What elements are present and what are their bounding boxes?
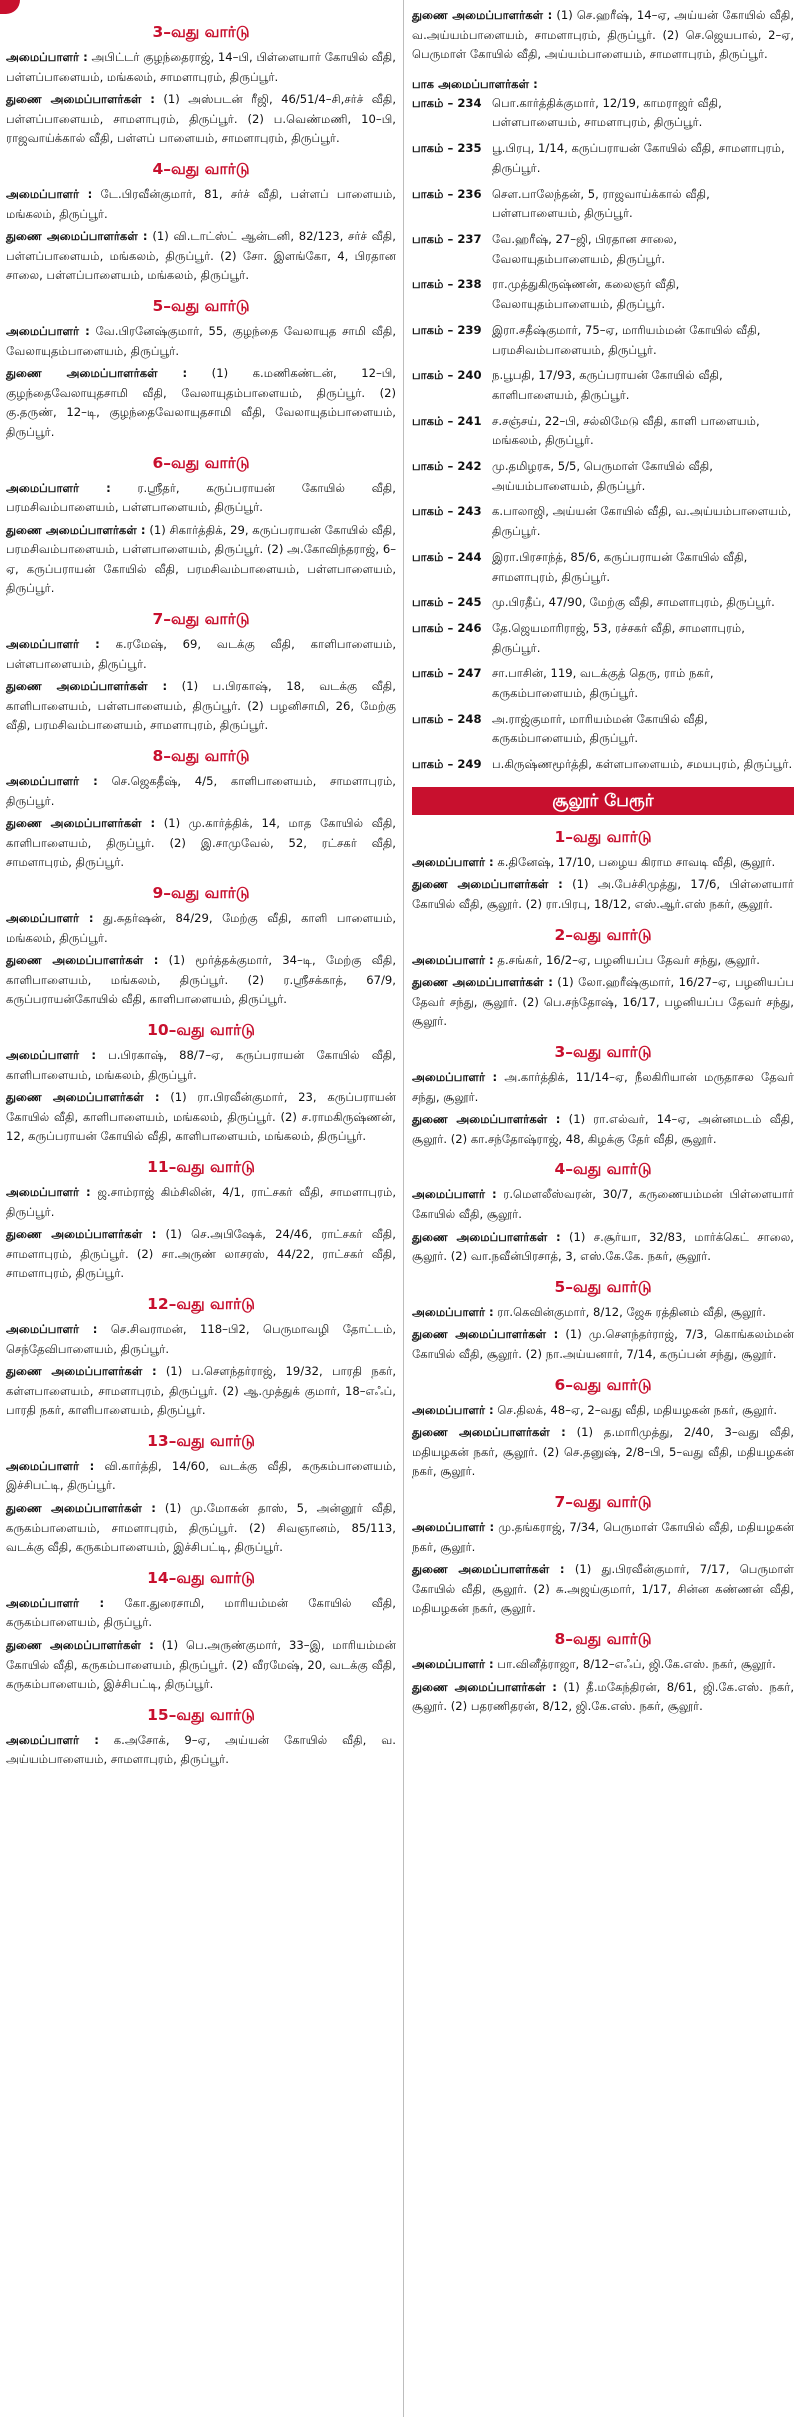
section-number	[412, 230, 492, 269]
ward-block	[6, 296, 396, 443]
section-text: பூ.பிரபு, 1/14, கருப்பராயன் கோயில் வீதி, சாமளாபுரம், திருப்பூர்.	[492, 141, 785, 175]
section-organizers-list	[412, 94, 794, 775]
section-text: க.பாலாஜி, அய்யன் கோயில் வீதி, வ.அய்யம்பாளையம், திருப்பூர்.	[492, 504, 792, 539]
organizer-text: டே.பிரவீன்குமார், 81, சர்ச் வீதி, பள்ளப் பாளையம், மங்கலம், திருப்பூர்.	[6, 186, 396, 221]
ward-block	[412, 1277, 794, 1365]
deputy-entry	[412, 973, 794, 1032]
organizer-entry	[6, 1183, 396, 1222]
ward-heading: 1–வது வார்டு	[554, 827, 652, 846]
deputy-text: (1) அ.பேச்சிமுத்து, 17/6, பிள்ளையார் கோயில் வீதி, சூலூர். (2) ரா.பிரபு, 18/12, எஸ்.ஆர்.எஸ் நகர், சூலூர்.	[412, 877, 794, 912]
section-number-value: 240	[457, 368, 482, 383]
ward-heading: 14–வது வார்டு	[147, 1568, 255, 1587]
organizer-label: அமைப்பாளர் :	[412, 1187, 497, 1202]
section-prefix: பாகம் –	[412, 504, 454, 519]
organizer-label: அமைப்பாளர் :	[6, 637, 100, 652]
section-number-value: 241	[457, 413, 482, 428]
section-text: ந.பூபதி, 17/93, கருப்பராயன் கோயில் வீதி, காளிபாளையம், திருப்பூர்.	[492, 368, 723, 402]
section-prefix: பாகம் –	[412, 666, 454, 681]
section-number	[412, 321, 492, 360]
section-entry	[412, 366, 794, 405]
deputy-entry	[6, 1362, 396, 1421]
organizer-label: அமைப்பாளர் :	[6, 911, 94, 925]
organizer-label: அமைப்பாளர் :	[6, 1458, 95, 1473]
ward-block	[6, 22, 396, 149]
section-number-value: 242	[457, 459, 482, 474]
section-number-value: 249	[457, 757, 482, 772]
section-prefix: பாகம் –	[412, 413, 454, 428]
deputy-entry	[412, 1228, 794, 1267]
deputy-label: துணை அமைப்பாளர்கள் :	[6, 522, 146, 537]
organizer-entry	[412, 1401, 794, 1421]
ward-block	[412, 1492, 794, 1619]
section-entry	[412, 412, 794, 451]
organizer-text: வே.பிரனேஷ்குமார், 55, குழந்தை வேலாயுத சாமி வீதி, வேலாயுதம்பாளையம், திருப்பூர்.	[6, 323, 396, 358]
section-number-value: 235	[457, 141, 482, 156]
organizer-entry	[6, 1320, 396, 1359]
organizer-text: அ.கார்த்திக், 11/14–ஏ, நீலகிரியான் மருதாசல தேவர் சந்து, சூலூர்.	[412, 1070, 794, 1104]
deputy-entry	[6, 677, 396, 736]
section-number	[412, 457, 492, 496]
section-number-value: 234	[457, 95, 482, 110]
section-prefix: பாகம் –	[412, 232, 454, 246]
deputy-label: துணை அமைப்பாளர்கள் :	[412, 1562, 565, 1577]
ward-block	[412, 1629, 794, 1717]
deputy-text: (1) ச.சூர்யா, 32/83, மார்க்கெட் சாலை, சூலூர். (2) வா.நவீன்பிரசாத், 3, எஸ்.கே.கே. நகர், சூலூர்.	[412, 1229, 794, 1264]
deputy-label: துணை அமைப்பாளர்கள் :	[6, 953, 159, 968]
deputy-label: துணை அமைப்பாளர்கள் :	[6, 1090, 160, 1105]
ward-heading: 4–வது வார்டு	[554, 1160, 652, 1179]
deputy-label: துணை அமைப்பாளர்கள் :	[6, 229, 148, 244]
deputy-entry	[6, 521, 396, 599]
section-entry	[412, 94, 794, 133]
section-entry	[412, 710, 794, 749]
ward-heading: 10–வது வார்டு	[147, 1020, 255, 1039]
section-number-value: 247	[457, 666, 482, 681]
organizer-entry	[6, 1457, 396, 1496]
organizer-text: க.அசோக், 9–ஏ, அய்யன் கோயில் வீதி, வ. அய்யம்பாளையம், சாமளாபுரம், திருப்பூர்.	[6, 1732, 396, 1767]
section-number	[412, 755, 492, 775]
ward-heading: 4–வது வார்டு	[152, 159, 250, 178]
organizer-text: செ.சிவராமன், 118–பி2, பெருமாவழி தோட்டம், செந்தேவிபாளையம், திருப்பூர்.	[6, 1321, 397, 1356]
ward-heading: 6–வது வார்டு	[554, 1375, 652, 1394]
deputy-text: (1) சிகார்த்திக், 29, கருப்பராயன் கோயில் வீதி, பரமசிவம்பாளையம், பள்ளபாளையம், திருப்பூர். (2) அ.கோவிந்தராஜ், 6–ஏ, கருப்பராயன் கோயில் வீதி, பரமசிவம்பாளையம், பள்ளபாளையம், திருப்பூர்.	[6, 522, 396, 596]
section-text: ரா.முத்துகிருஷ்ணன், கலைஞர் வீதி, வேலாயுதம்பாளையம், திருப்பூர்.	[492, 277, 680, 312]
deputy-text: (1) மு.கார்த்திக், 14, மாத கோயில் வீதி, காளிபாளையம், திருப்பூர். (2) இ.சாமுவேல், 52, ரட்சகர் வீதி, சாமளாபுரம், திருப்பூர்.	[6, 816, 396, 870]
ward-block	[412, 827, 794, 915]
organizer-label: அமைப்பாளர் :	[6, 774, 98, 789]
deputy-entry	[6, 1088, 396, 1147]
deputy-label: துணை அமைப்பாளர்கள் :	[6, 92, 155, 107]
ward-block	[6, 453, 396, 600]
organizer-text: து.சுதர்ஷன், 84/29, மேற்கு வீதி, காளி பாளையம், மங்கலம், திருப்பூர்.	[6, 911, 397, 945]
ward-block	[6, 1020, 396, 1147]
deputy-entry	[6, 1225, 396, 1284]
ward-block	[6, 1294, 396, 1421]
deputy-label: துணை அமைப்பாளர்கள் :	[412, 1425, 566, 1440]
ward-heading: 6–வது வார்டு	[152, 453, 250, 472]
organizer-entry	[6, 185, 396, 224]
deputy-entry	[6, 1499, 396, 1558]
organizer-label: அமைப்பாளர் :	[6, 50, 88, 64]
section-number-value: 238	[457, 277, 482, 292]
section-text: சா.பாசின், 119, வடக்குத் தெரு, ராம் நகர், கருகம்பாளையம், திருப்பூர்.	[492, 666, 714, 701]
section-prefix: பாகம் –	[412, 711, 454, 726]
ward-heading: 7–வது வார்டு	[152, 610, 250, 629]
organizer-text: ப.பிரகாஷ், 88/7–ஏ, கருப்பராயன் கோயில் வீதி, காளிபாளையம், மங்கலம், திருப்பூர்.	[6, 1047, 396, 1082]
organizer-entry	[6, 635, 396, 674]
section-organizers-heading: பாக அமைப்பாளர்கள் :	[412, 76, 538, 91]
section-entry	[412, 457, 794, 496]
deputy-text: (1) மு.மோகன் தாஸ், 5, அன்னூர் வீதி, கருகம்பாளையம், சாமளாபுரம், திருப்பூர். (2) சிவஞானம், 85/113, வடக்கு வீதி, கருகம்பாளையம், இச்சிபட்டி, திருப்பூர்.	[6, 1501, 397, 1555]
section-prefix: பாகம் –	[412, 459, 454, 474]
deputy-text: (1) செ.ஹரீஷ், 14–ஏ, அய்யன் கோயில் வீதி, வ.அய்யம்பாளையம், சாமளாபுரம், திருப்பூர். (2) செ.ஜெயபால், 2–ஏ, பெருமாள் கோயில் வீதி, அய்யம்பாளையம், சாமளாபுரம், திருப்பூர்.	[412, 8, 794, 62]
section-prefix: பாகம் –	[412, 141, 454, 156]
section-number	[412, 710, 492, 749]
ward-block	[6, 1157, 396, 1284]
organizer-entry	[412, 1303, 794, 1323]
section-prefix: பாகம் –	[412, 757, 454, 772]
left-column	[6, 22, 396, 1780]
organizer-entry	[6, 48, 396, 87]
organizer-label: அமைப்பாளர் :	[412, 1519, 495, 1534]
town-section-banner: சூலூர் பேரூர்	[412, 787, 794, 815]
section-entry	[412, 230, 794, 269]
section-prefix: பாகம் –	[412, 595, 454, 610]
organizer-entry	[412, 1518, 794, 1557]
section-text: இரா.சதீஷ்குமார், 75–ஏ, மாரியம்மன் கோயில் வீதி, பரமசிவம்பாளையம், திருப்பூர்.	[492, 322, 761, 357]
section-text: மு.பிரதீப், 47/90, மேற்கு வீதி, சாமளாபுரம், திருப்பூர்.	[492, 595, 775, 610]
organizer-text: ர.மௌலீஸ்வரன், 30/7, கருணையம்மன் பிள்ளையார் கோயில் வீதி, சூலூர்.	[412, 1187, 794, 1221]
organizer-text: ஜ.சாம்ராஜ் கிம்சிலின், 4/1, ராட்சகர் வீதி, சாமளாபுரம், திருப்பூர்.	[6, 1184, 397, 1219]
deputy-text: (1) பெ.அருண்குமார், 33–இ, மாரியம்மன் கோயில் வீதி, கருகம்பாளையம், திருப்பூர். (2) வீரமேஷ், 20, வடக்கு வீதி, கருகம்பாளையம், இச்சிபட்டி, திருப்பூர்.	[6, 1638, 396, 1692]
section-entry	[412, 755, 794, 775]
ward-heading: 12–வது வார்டு	[147, 1294, 255, 1313]
deputy-entry	[6, 227, 396, 286]
organizer-entry	[6, 1731, 396, 1770]
section-number-value: 244	[457, 549, 482, 564]
deputy-text: (1) த.மாரிமுத்து, 2/40, 3–வது வீதி, மதியழகன் நகர், சூலூர். (2) செ.தனுஷ், 2/8–பி, 5–வது வீதி, மதியழகன் நகர், சூலூர்.	[412, 1425, 795, 1479]
organizer-label: அமைப்பாளர் :	[6, 1047, 97, 1062]
section-text: மு.தமிழரசு, 5/5, பெருமாள் கோயில் வீதி, அய்யம்பாளையம், திருப்பூர்.	[492, 459, 713, 493]
ward-block	[412, 1159, 794, 1266]
ward-heading: 5–வது வார்டு	[152, 296, 250, 315]
section-prefix: பாகம் –	[412, 277, 454, 292]
deputy-text: (1) மு.சௌந்தர்ராஜ், 7/3, கொங்கலம்மன் கோயில் வீதி, சூலூர். (2) நா.அய்யனார், 7/14, கருப்பன் சந்து, சூலூர்.	[412, 1327, 794, 1361]
section-entry	[412, 619, 794, 658]
ward-block	[6, 746, 396, 873]
section-number	[412, 366, 492, 405]
organizer-entry	[412, 1185, 794, 1224]
organizer-entry	[6, 1594, 396, 1633]
section-number-value: 237	[457, 232, 482, 246]
deputy-text: (1) து.பிரவீன்குமார், 7/17, பெருமாள் கோயில் வீதி, சூலூர். (2) சு.அஜய்குமார், 1/17, சின்ன கண்ணன் வீதி, மதியழகன் நகர், சூலூர்.	[412, 1562, 794, 1616]
section-entry	[412, 548, 794, 587]
deputy-text: (1) ப.பிரகாஷ், 18, வடக்கு வீதி, காளிபாளையம், பள்ளபாளையம், திருப்பூர். (2) பழனிசாமி, 26, மேற்கு வீதி, பரமசிவம்பாளையம், சாமளாபுரம், திருப்பூர்.	[6, 679, 396, 733]
organizer-text: செ.ஜெகதீஷ், 4/5, காளிபாளையம், சாமளாபுரம், திருப்பூர்.	[6, 774, 396, 808]
deputy-entry	[412, 1325, 794, 1364]
section-number-value: 239	[457, 322, 482, 337]
organizer-entry	[6, 322, 396, 361]
deputy-text: (1) மூர்த்தக்குமார், 34–டி, மேற்கு வீதி, காளிபாளையம், மங்கலம், திருப்பூர். (2) ர.ஸ்ரீசக்காத், 67/9, கருப்பராயன்கோயில் வீதி, காளிபாளையம், திருப்பூர்.	[6, 953, 397, 1007]
deputy-entry	[6, 90, 396, 149]
ward-heading: 5–வது வார்டு	[554, 1277, 652, 1296]
deputy-label: துணை அமைப்பாளர்கள் :	[412, 877, 563, 892]
organizer-label: அமைப்பாளர் :	[412, 1402, 494, 1417]
organizer-text: பா.வினீத்ராஜா, 8/12–எஃப், ஜி.கே.எஸ். நகர், சூலூர்.	[497, 1656, 776, 1671]
section-entry	[412, 593, 794, 613]
organizer-text: ர.ஸ்ரீதர், கருப்பராயன் கோயில் வீதி, பரமசிவம்பாளையம், பள்ளபாளையம், திருப்பூர்.	[6, 480, 396, 515]
section-prefix: பாகம் –	[412, 368, 454, 383]
column-divider	[403, 0, 404, 2417]
deputy-text: (1) ரா.பிரவீன்குமார், 23, கருப்பராயன் கோயில் வீதி, காளிபாளையம், மங்கலம், திருப்பூர். (2) ச.ராமகிருஷ்ணன், 12, கருப்பராயன் கோயில் வீதி, காளிபாளையம், மங்கலம், திருப்பூர்.	[6, 1090, 396, 1144]
section-number	[412, 664, 492, 703]
ward-heading: 8–வது வார்டு	[554, 1629, 652, 1648]
organizer-label: அமைப்பாளர் :	[6, 1732, 99, 1747]
deputy-entry	[6, 1636, 396, 1695]
deputy-entry-continued	[412, 0, 794, 65]
ward-heading: 7–வது வார்டு	[554, 1492, 652, 1511]
organizer-text: க.ரமேஷ், 69, வடக்கு வீதி, காளிபாளையம், பள்ளபாளையம், திருப்பூர்.	[6, 637, 397, 671]
section-prefix: பாகம் –	[412, 95, 454, 110]
deputy-label: துணை அமைப்பாளர்கள் :	[6, 1227, 157, 1242]
organizer-entry	[412, 853, 794, 873]
section-prefix: பாகம் –	[412, 549, 454, 564]
organizer-entry	[412, 1655, 794, 1675]
section-text: சௌ.பாலேந்தன், 5, ராஜவாய்க்கால் வீதி, பள்ளபாளையம், திருப்பூர்.	[492, 186, 710, 221]
organizer-label: அமைப்பாளர் :	[412, 1070, 498, 1085]
section-text: ப.கிருஷ்ணமூர்த்தி, கள்ளபாளையம், சமயபுரம், திருப்பூர்.	[492, 757, 793, 772]
deputy-entry	[412, 1560, 794, 1619]
section-entry	[412, 321, 794, 360]
deputy-label: துணை அமைப்பாளர்கள் :	[412, 8, 553, 22]
deputy-label: துணை அமைப்பாளர்கள் :	[6, 366, 188, 381]
ward-block	[412, 1042, 794, 1149]
ward-heading: 9–வது வார்டு	[152, 884, 250, 902]
section-text: தே.ஜெயமாரிராஜ், 53, ரச்சகர் வீதி, சாமளாபுரம், திருப்பூர்.	[492, 620, 745, 655]
ward-block	[6, 159, 396, 286]
deputy-text: (1) ப.செளந்தர்ராஜ், 19/32, பாரதி நகர், கள்ளபாளையம், சாமளாபுரம், திருப்பூர். (2) ஆ.முத்துக் குமார், 18–எஃப், பாரதி நகர், காளிபாளையம், திருப்பூர்.	[6, 1364, 396, 1418]
organizer-label: அமைப்பாளர் :	[412, 854, 494, 869]
deputy-text: (1) தீ.மகேந்திரன், 8/61, ஜி.கே.எஸ். நகர், சூலூர். (2) பதரணிதரன், 8/12, ஜி.கே.எஸ். நகர், சூலூர்.	[412, 1679, 795, 1714]
deputy-text: (1) வி.டாட்ஸ்ட் ஆன்டனி, 82/123, சர்ச் வீதி, பள்ளப்பாளையம், மங்கலம், திருப்பூர். (2) சோ. இளங்கோ, 4, பிரதான சாலை, பள்ளப்பாளையம், மங்கலம், திருப்பூர்.	[6, 229, 396, 283]
section-entry	[412, 664, 794, 703]
section-number	[412, 185, 492, 224]
deputy-text: (1) அஸ்படன் ரீஜி, 46/51/4–சி,சர்ச் வீதி, பள்ளப்பாளையம், சாமளாபுரம், திருப்பூர். (2) ப.வெண்மணி, 10–பி, ராஜவாய்க்கால் வீதி, பள்ளப் பாளையம், சாமளாபுரம், திருப்பூர்.	[6, 92, 396, 146]
right-column	[412, 0, 794, 1727]
organizer-text: அபிட்டர் குழந்தைராஜ், 14–பி, பிள்ளையார் கோயில் வீதி, பள்ளப்பாளையம், மங்கலம், சாமளாபுரம், திருப்பூர்.	[6, 50, 396, 84]
ward-heading: 3–வது வார்டு	[554, 1043, 652, 1062]
section-entry	[412, 502, 794, 541]
deputy-text: (1) ரா.எல்வர், 14–ஏ, அன்னமடம் வீதி, சூலூர். (2) கா.சந்தோஷ்ராஜ், 48, கிழக்கு தேர் வீதி, சூலூர்.	[412, 1112, 794, 1146]
organizer-entry	[6, 1046, 396, 1085]
section-number	[412, 619, 492, 658]
deputy-label: துணை அமைப்பாளர்கள் :	[6, 679, 168, 694]
organizer-label: அமைப்பாளர் :	[6, 480, 111, 495]
deputy-label: துணை அமைப்பாளர்கள் :	[412, 1679, 557, 1694]
deputy-label: துணை அமைப்பாளர்கள் :	[6, 1364, 157, 1379]
ward-block	[6, 1568, 396, 1695]
section-text: ச.சஞ்சய், 22–பி, சல்லிமேடு வீதி, காளி பாளையம், மங்கலம், திருப்பூர்.	[492, 413, 760, 448]
deputy-entry	[412, 1110, 794, 1149]
organizer-text: க.தினேஷ், 17/10, பழைய கிராம சாவடி வீதி, சூலூர்.	[497, 854, 776, 869]
organizer-entry	[6, 772, 396, 811]
section-number	[412, 412, 492, 451]
organizer-text: கோ.துரைசாமி, மாரியம்மன் கோயில் வீதி, கருகம்பாளையம், திருப்பூர்.	[6, 1595, 396, 1630]
ward-block	[6, 1431, 396, 1558]
section-entry	[412, 185, 794, 224]
organizer-label: அமைப்பாளர் :	[6, 1595, 105, 1610]
section-text: வே.ஹரீஷ், 27–ஜி, பிரதான சாலை, வேலாயுதம்பாளையம், திருப்பூர்.	[492, 232, 678, 266]
organizer-entry	[6, 909, 396, 948]
section-text: அ.ராஜ்குமார், மாரியம்மன் கோயில் வீதி, கருகம்பாளையம், திருப்பூர்.	[492, 711, 708, 746]
ward-heading: 11–வது வார்டு	[147, 1157, 255, 1176]
ward-block	[412, 925, 794, 1032]
section-number	[412, 548, 492, 587]
deputy-entry	[6, 364, 396, 442]
section-number-value: 245	[457, 595, 482, 610]
deputy-text: (1) செ.அபிஷேக், 24/46, ராட்சகர் வீதி, சாமளாபுரம், திருப்பூர். (2) சா.அருண் லாசரஸ், 44/22, ராட்சகர் வீதி, சாமளாபுரம், திருப்பூர்.	[6, 1227, 396, 1281]
deputy-label: துணை அமைப்பாளர்கள் :	[412, 1229, 561, 1244]
ward-heading: 13–வது வார்டு	[147, 1431, 255, 1450]
organizer-label: அமைப்பாளர் :	[6, 323, 90, 338]
section-number-value: 246	[457, 620, 482, 635]
ward-block	[6, 883, 396, 1010]
corner-decoration	[0, 0, 20, 14]
deputy-entry	[6, 951, 396, 1010]
section-number	[412, 593, 492, 613]
deputy-label: துணை அமைப்பாளர்கள் :	[412, 975, 553, 990]
section-number	[412, 275, 492, 314]
section-number	[412, 94, 492, 133]
section-number-value: 248	[457, 711, 482, 726]
deputy-entry	[412, 1678, 794, 1717]
section-number-value: 236	[457, 186, 482, 201]
section-number	[412, 139, 492, 178]
section-number	[412, 502, 492, 541]
deputy-entry	[6, 814, 396, 873]
deputy-entry	[412, 875, 794, 914]
organizer-text: வி.கார்த்தி, 14/60, வடக்கு வீதி, கருகம்பாளையம், இச்சிபட்டி, திருப்பூர்.	[6, 1458, 397, 1493]
section-entry	[412, 275, 794, 314]
organizer-label: அமைப்பாளர் :	[6, 1184, 91, 1199]
ward-heading: 2–வது வார்டு	[554, 925, 652, 944]
deputy-label: துணை அமைப்பாளர்கள் :	[6, 1501, 156, 1516]
deputy-text: (1) லோ.ஹரீஷ்குமார், 16/27–ஏ, பழனியப்ப தேவர் சந்து, சூலூர். (2) பெ.சந்தோஷ், 16/17, பழனியப்ப தேவர் சந்து, சூலூர்.	[412, 975, 794, 1029]
organizer-text: மு.தங்கராஜ், 7/34, பெருமாள் கோயில் வீதி, மதியழகன் நகர், சூலூர்.	[412, 1519, 794, 1554]
organizer-text: த.சங்கர், 16/2–ஏ, பழனியப்ப தேவர் சந்து, சூலூர்.	[497, 952, 760, 967]
organizer-text: ரா.கெவின்குமார், 8/12, ஜேசு ரத்தினம் வீதி, சூலூர்.	[497, 1304, 766, 1319]
organizer-entry	[6, 479, 396, 518]
deputy-label: துணை அமைப்பாளர்கள் :	[412, 1327, 559, 1342]
section-text: இரா.பிரசாந்த், 85/6, கருப்பராயன் கோயில் வீதி, சாமளாபுரம், திருப்பூர்.	[492, 549, 748, 584]
ward-block	[6, 609, 396, 736]
deputy-label: துணை அமைப்பாளர்கள் :	[412, 1112, 561, 1127]
section-number-value: 243	[457, 504, 482, 519]
deputy-label: துணை அமைப்பாளர்கள் :	[6, 816, 156, 831]
deputy-label: துணை அமைப்பாளர்கள் :	[6, 1638, 154, 1653]
section-prefix: பாகம் –	[412, 620, 454, 635]
section-prefix: பாகம் –	[412, 322, 454, 337]
organizer-label: அமைப்பாளர் :	[6, 186, 93, 201]
section-text: பொ.கார்த்திக்குமார், 12/19, காமராஜர் வீதி, பள்ளபாளையம், சாமளாபுரம், திருப்பூர்.	[492, 95, 722, 130]
organizer-entry	[412, 1068, 794, 1107]
section-entry	[412, 139, 794, 178]
organizer-entry	[412, 951, 794, 971]
organizer-label: அமைப்பாளர் :	[6, 1321, 98, 1336]
ward-block	[6, 1705, 396, 1770]
organizer-label: அமைப்பாளர் :	[412, 952, 494, 967]
deputy-entry	[412, 1423, 794, 1482]
ward-heading: 15–வது வார்டு	[147, 1705, 255, 1724]
organizer-label: அமைப்பாளர் :	[412, 1304, 494, 1319]
deputy-text: (1) க.மணிகண்டன், 12–பி, குழந்தைவேலாயுதசாமி வீதி, வேலாயுதம்பாளையம், திருப்பூர். (2) கு.தருண், 12–டி, குழந்தைவேலாயுதசாமி வீதி, வேலாயுதம்பாளையம், திருப்பூர்.	[6, 366, 396, 439]
ward-heading: 8–வது வார்டு	[152, 747, 250, 766]
section-prefix: பாகம் –	[412, 186, 454, 201]
ward-heading: 3–வது வார்டு	[152, 23, 250, 41]
ward-block	[412, 1375, 794, 1482]
organizer-text: செ.திலக், 48–ஏ, 2–வது வீதி, மதியழகன் நகர், சூலூர்.	[497, 1402, 778, 1417]
organizer-label: அமைப்பாளர் :	[412, 1656, 494, 1671]
